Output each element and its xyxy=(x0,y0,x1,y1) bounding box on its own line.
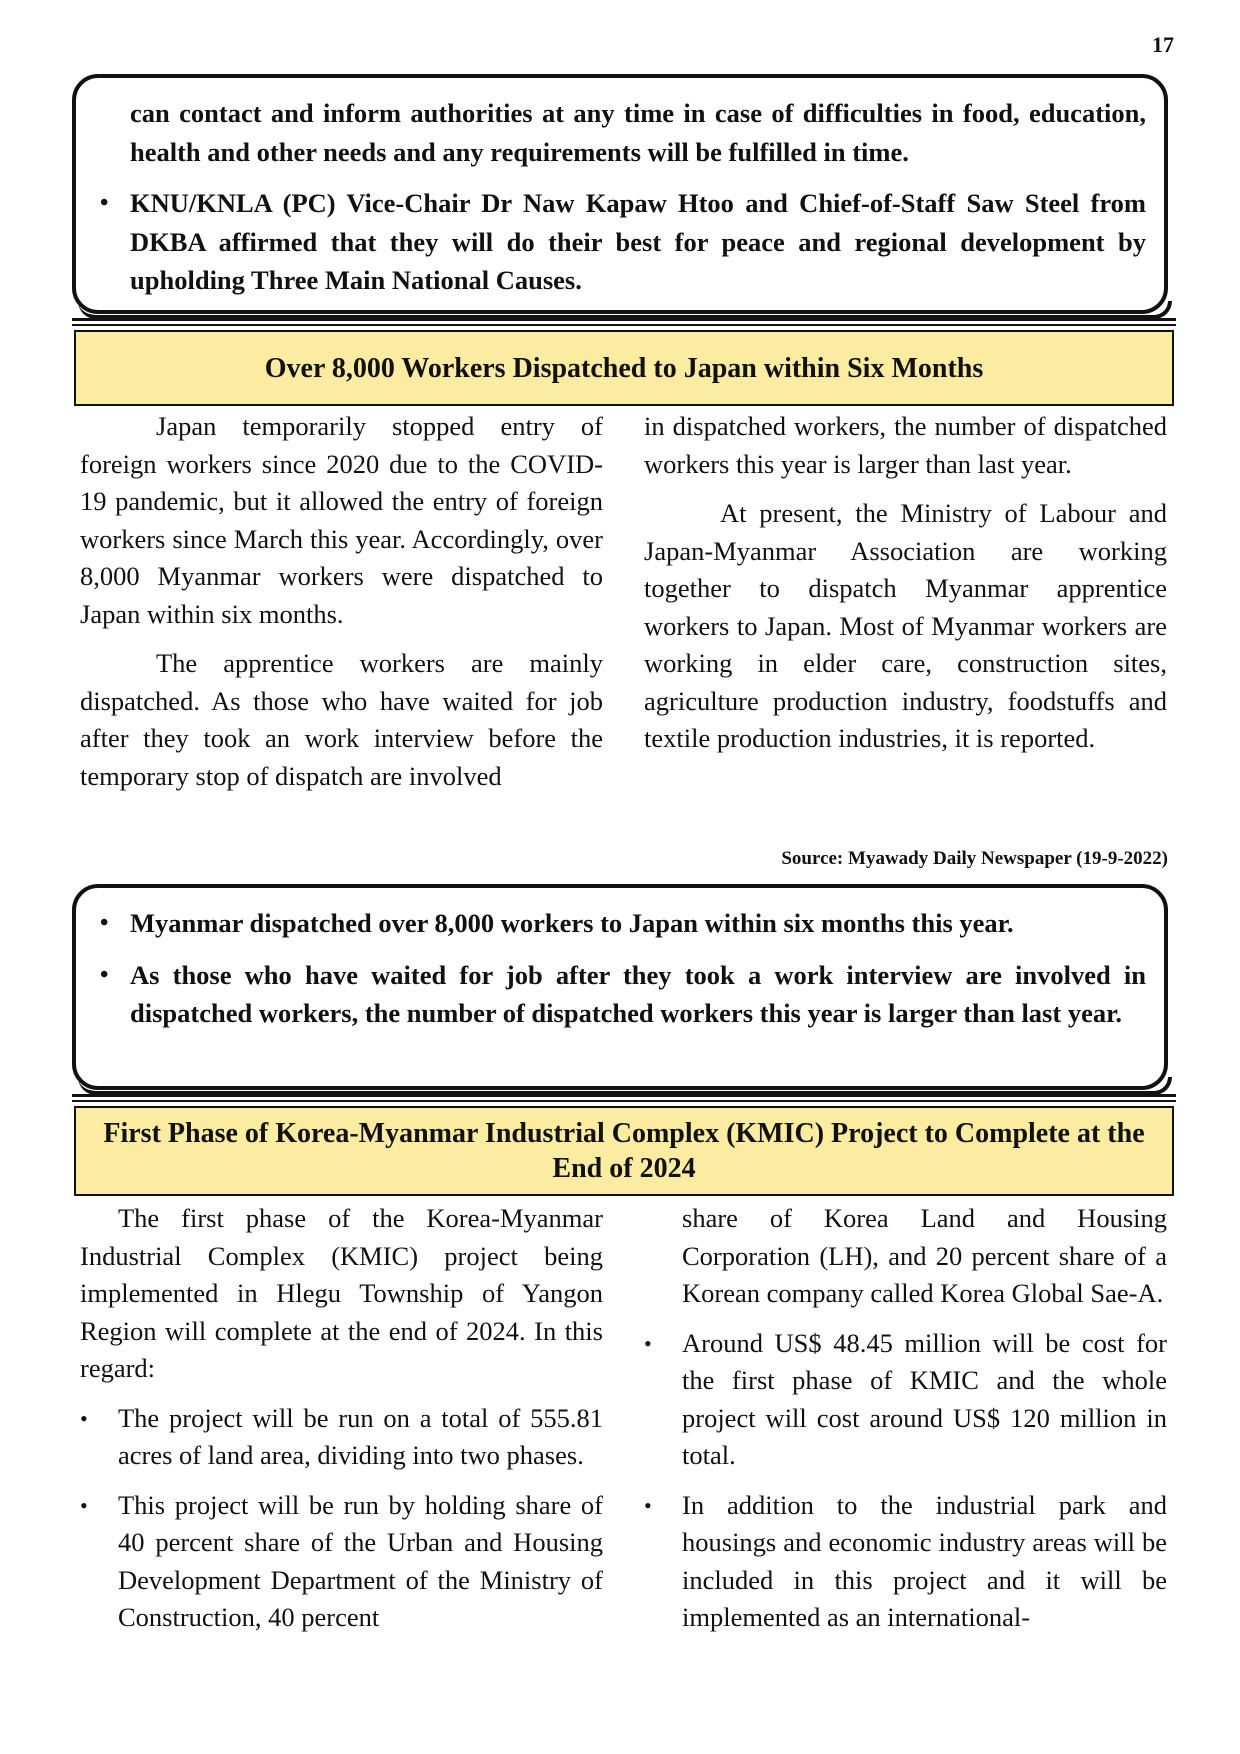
article-column-left xyxy=(80,1200,603,1649)
bullet-list xyxy=(80,1400,603,1637)
list-item: • The project will be run on a total of 555.81 acres of land area, dividing into two phases. xyxy=(80,1400,603,1475)
page-number: 17 xyxy=(1152,32,1174,57)
paragraph: The first phase of the Korea-Myanmar Industrial Complex (KMIC) project being implemented in Hlegu Township of Yangon Region will complete at the end of 2024. In this regard: xyxy=(80,1203,603,1383)
article-column-left xyxy=(80,408,603,807)
article-headline: First Phase of Korea-Myanmar Industrial Complex (KMIC) Project to Complete at the End of 2024 xyxy=(74,1106,1174,1196)
list-item-continuation: share of Korea Land and Housing Corporation (LH), and 20 percent share of a Korean company called Korea Global Sae-A. xyxy=(682,1203,1167,1308)
list-item: • In addition to the industrial park and housings and economic industry areas will be included in this project and it will be implemented as an international- xyxy=(644,1487,1167,1637)
list-item: • Around US$ 48.45 million will be cost for the first phase of KMIC and the whole project will cost around US$ 120 million in total. xyxy=(644,1325,1167,1475)
summary-box-top xyxy=(72,74,1168,314)
paragraph: Japan temporarily stopped entry of foreign workers since 2020 due to the COVID-19 pandemic, but it allowed the entry of foreign workers since March this year. Accordingly, over 8,000 Myanmar workers were dispatched to Japan within six months. xyxy=(80,411,603,629)
source-citation: Source: Myawady Daily Newspaper (19-9-2022) xyxy=(781,848,1168,869)
box-bullet: • KNU/KNLA (PC) Vice-Chair Dr Naw Kapaw Htoo and Chief-of-Staff Saw Steel from DKBA affirmed that they will do their best for peace and regional development by upholding Three Main National Causes. xyxy=(100,184,1146,300)
double-rule-divider xyxy=(72,1094,1176,1102)
bullet-list xyxy=(644,1325,1167,1637)
paragraph: in dispatched workers, the number of dispatched workers this year is larger than last year. xyxy=(644,411,1167,479)
box-bullet: • As those who have waited for job after they took a work interview are involved in dispatched workers, the number of dispatched workers this year is larger than last year. xyxy=(100,956,1146,1033)
list-item: • This project will be run by holding share of 40 percent share of the Urban and Housing Development Department of the Ministry of Construction, 40 percent xyxy=(80,1487,603,1637)
box-bullet-list xyxy=(100,904,1146,1033)
article-column-right xyxy=(644,1200,1167,1649)
double-rule-divider xyxy=(72,318,1176,326)
article-headline: Over 8,000 Workers Dispatched to Japan within Six Months xyxy=(74,330,1174,406)
paragraph: At present, the Ministry of Labour and Japan-Myanmar Association are working together to dispatch Myanmar apprentice workers to Japan. Most of Myanmar workers are working in elder care, construction sites, agriculture production industry, foodstuffs and textile production industries, it is reported. xyxy=(644,498,1167,753)
box-bullet-list xyxy=(100,184,1146,300)
box-bullet: • Myanmar dispatched over 8,000 workers to Japan within six months this year. xyxy=(100,904,1146,943)
paragraph: The apprentice workers are mainly dispatched. As those who have waited for job after they took an work interview before the temporary stop of dispatch are involved xyxy=(80,648,603,791)
summary-box-middle xyxy=(72,884,1168,1090)
article-column-right xyxy=(644,408,1167,770)
box-continuation-text: can contact and inform authorities at any time in case of difficulties in food, education, health and other needs and any requirements will be fulfilled in time. xyxy=(130,98,1146,167)
